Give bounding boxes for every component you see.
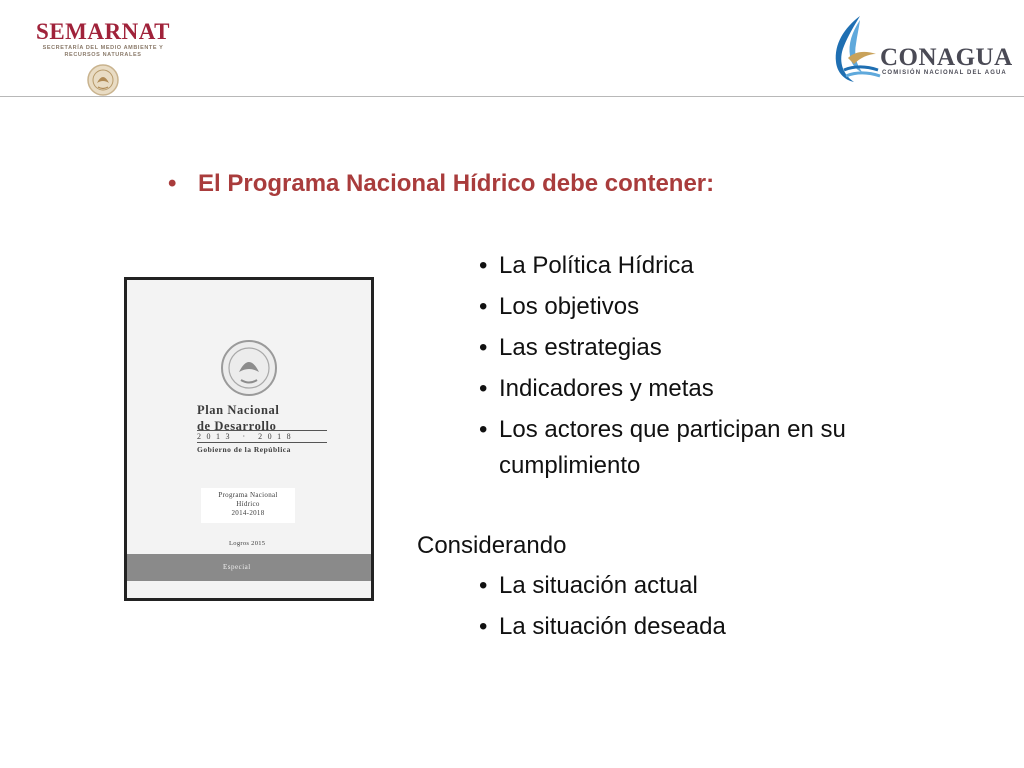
heading-text: El Programa Nacional Hídrico debe contener: [198,170,715,197]
conagua-subtitle: COMISIÓN NACIONAL DEL AGUA [882,70,1007,76]
list-item: • Las estrategias [470,330,940,366]
contents-list [470,248,940,484]
header-divider [0,96,1024,97]
cover-government: Gobierno de la República [197,445,291,454]
semarnat-subtitle-line1: SECRETARÍA DEL MEDIO AMBIENTE Y [42,45,164,51]
cover-band-label: Especial [223,563,251,571]
considering-label: Considerando [417,532,567,559]
list-item: • La Política Hídrica [470,248,940,284]
slide-heading [168,170,714,198]
list-item: • La situación actual [470,568,940,604]
semarnat-name: SEMARNAT [36,19,170,44]
national-seal-icon [86,63,120,97]
cover-years: 2013 · 2018 [197,430,327,443]
cover-title-line2: de Desarrollo [197,419,277,433]
list-item: • La situación deseada [470,609,940,645]
cover-band [127,554,371,581]
cover-program-line3: 2014-2018 [231,509,265,517]
conagua-wave-icon [830,14,882,84]
heading-bullet: • [168,170,177,197]
cover-program-line1: Programa Nacional [218,491,278,499]
list-item: • Los actores que participan en su cumplimiento [470,412,940,484]
cover-achievements: Logros 2015 [229,540,266,547]
cover-program-line2: Hídrico [236,500,260,508]
considering-list [470,568,940,650]
conagua-name: CONAGUA [880,44,1013,71]
semarnat-subtitle [28,45,178,59]
plan-cover-image [124,277,374,601]
conagua-logo [830,14,1020,84]
list-item: • Los objetivos [470,289,940,325]
semarnat-logo [28,20,178,97]
cover-program-box [201,488,295,523]
list-item: • Indicadores y metas [470,371,940,407]
semarnat-subtitle-line2: RECURSOS NATURALES [64,52,142,58]
cover-title-line1: Plan Nacional [197,403,280,417]
national-seal-icon [219,338,279,398]
